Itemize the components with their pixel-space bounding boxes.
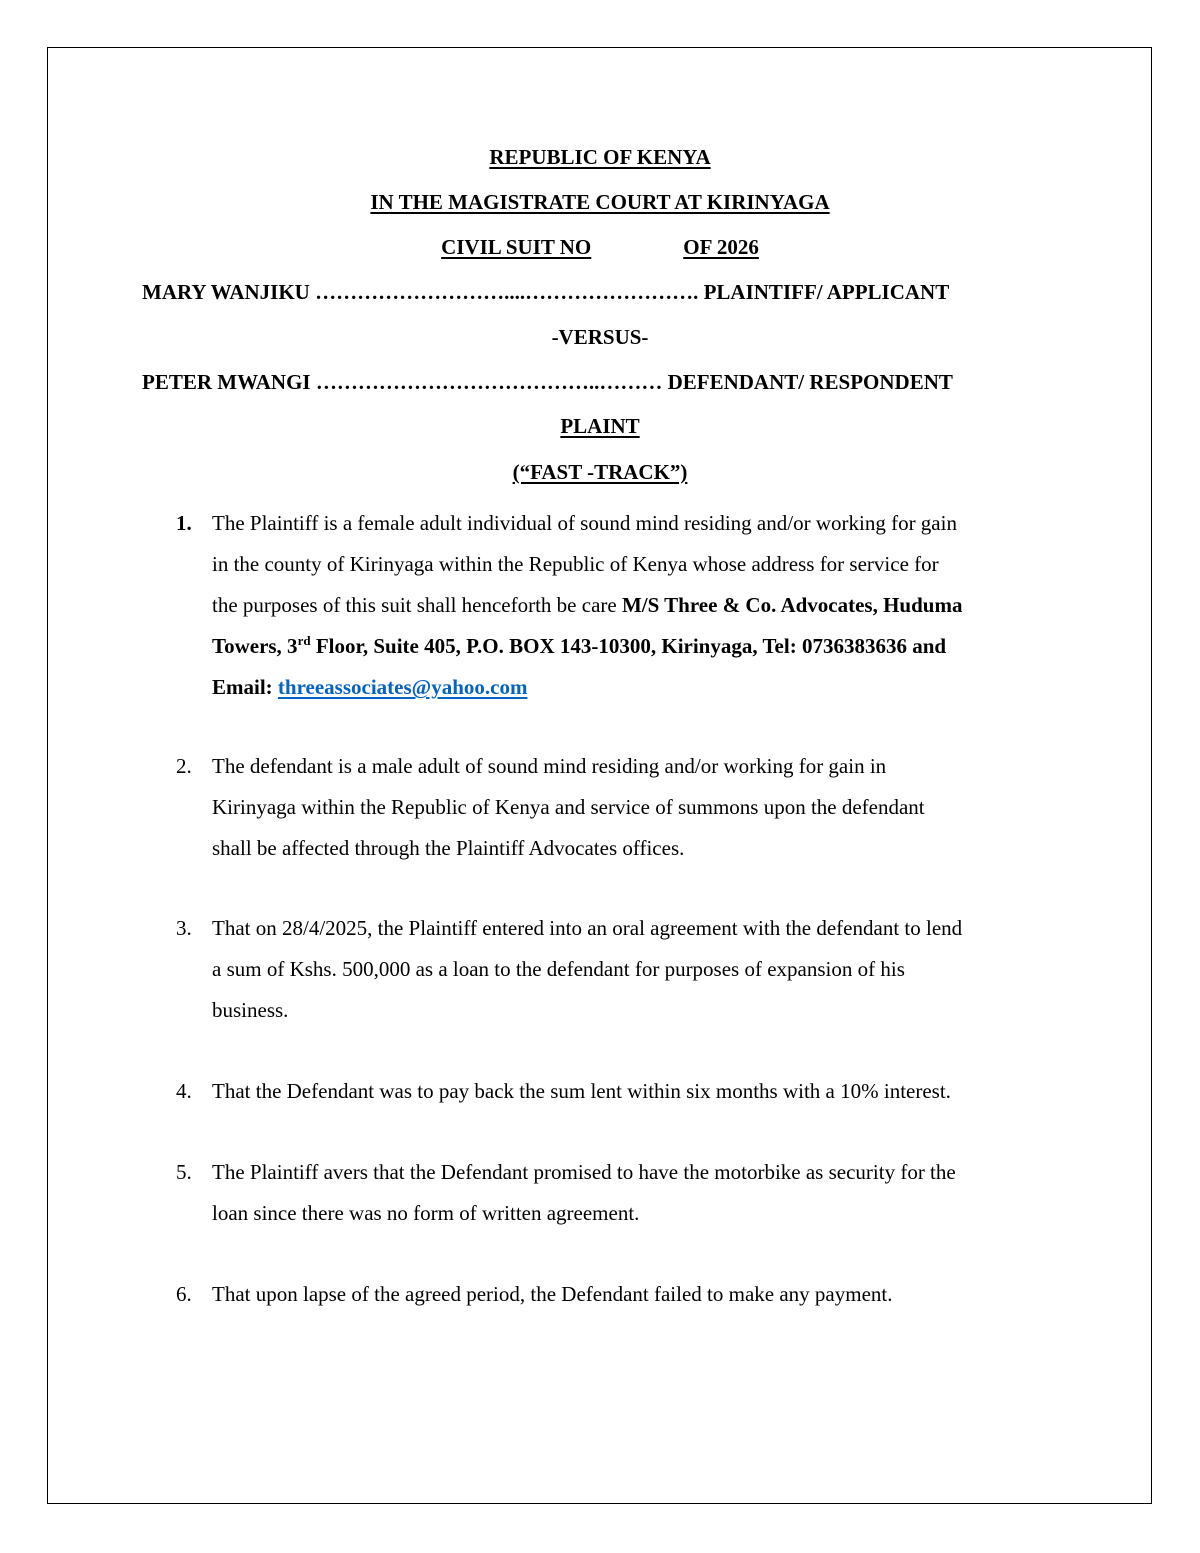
paragraph-line: That on 28/4/2025, the Plaintiff entered into an oral agreement with the defendant to lend — [212, 916, 963, 940]
document-subtitle-text: (“FAST -TRACK”) — [512, 460, 688, 484]
paragraph-number: 2. — [176, 754, 192, 778]
suit-number-line — [441, 235, 759, 259]
suit-prefix: CIVIL SUIT NO — [441, 235, 592, 259]
paragraph-line: shall be affected through the Plaintiff Advocates offices. — [212, 836, 685, 860]
paragraph-number: 1. — [176, 511, 192, 535]
paragraph-line: That the Defendant was to pay back the sum lent within six months with a 10% interest. — [212, 1079, 951, 1103]
paragraph-number: 5. — [176, 1160, 192, 1184]
document-title-text: PLAINT — [560, 414, 640, 438]
paragraph-number: 3. — [176, 916, 192, 940]
paragraph-text — [212, 1274, 1057, 1315]
paragraph-text — [212, 1152, 1057, 1234]
heading-court — [0, 190, 1200, 214]
paragraph-number: 4. — [176, 1079, 192, 1103]
advocates-address — [212, 626, 1057, 667]
paragraph-line: loan since there was no form of written agreement. — [212, 1201, 640, 1225]
email-label: Email: — [212, 675, 278, 699]
paragraph-line: The Plaintiff avers that the Defendant promised to have the motorbike as security for the — [212, 1160, 956, 1184]
heading-republic — [0, 145, 1200, 169]
document-subtitle — [0, 460, 1200, 484]
defendant-line: PETER MWANGI …………………………………..……… DEFENDANT/ RESPONDENT — [142, 370, 953, 394]
plaintiff-line: MARY WANJIKU ………………………....……………………. PLAINTIFF/ APPLICANT — [142, 280, 950, 304]
paragraph-line: That upon lapse of the agreed period, the Defendant failed to make any payment. — [212, 1282, 893, 1306]
suit-suffix: OF 2026 — [683, 235, 759, 259]
paragraph-text — [212, 746, 1057, 869]
paragraph-text — [212, 503, 1057, 708]
address-part-b: Floor, Suite 405, P.O. BOX 143-10300, Kirinyaga, Tel: 0736383636 and — [310, 634, 947, 658]
paragraph-line: The Plaintiff is a female adult individual of sound mind residing and/or working for gain — [212, 511, 957, 535]
heading-court-text: IN THE MAGISTRATE COURT AT KIRINYAGA — [370, 190, 830, 214]
heading-republic-text: REPUBLIC OF KENYA — [489, 145, 711, 169]
address-part-a: Towers, 3 — [212, 634, 298, 658]
paragraph-line: in the county of Kirinyaga within the Republic of Kenya whose address for service for — [212, 552, 939, 576]
versus-label: -VERSUS- — [551, 325, 649, 349]
heading-suit-number — [0, 235, 1200, 259]
paragraph-line: business. — [212, 998, 289, 1022]
paragraph-text — [212, 1071, 1057, 1112]
paragraph-number: 6. — [176, 1282, 192, 1306]
ordinal-suffix: rd — [297, 633, 311, 648]
paragraph-line: a sum of Kshs. 500,000 as a loan to the defendant for purposes of expansion of his — [212, 957, 905, 981]
paragraph-text — [212, 908, 1057, 1031]
email-line — [212, 667, 1057, 708]
email-link[interactable]: threeassociates@yahoo.com — [277, 675, 528, 699]
document-title — [0, 414, 1200, 438]
address-intro: the purposes of this suit shall henceforth be care — [212, 593, 622, 617]
paragraph-line: The defendant is a male adult of sound mind residing and/or working for gain in — [212, 754, 887, 778]
paragraph-line: Kirinyaga within the Republic of Kenya and service of summons upon the defendant — [212, 795, 925, 819]
paragraph-line — [212, 585, 1057, 626]
advocates-name: M/S Three & Co. Advocates, Huduma — [621, 593, 963, 617]
